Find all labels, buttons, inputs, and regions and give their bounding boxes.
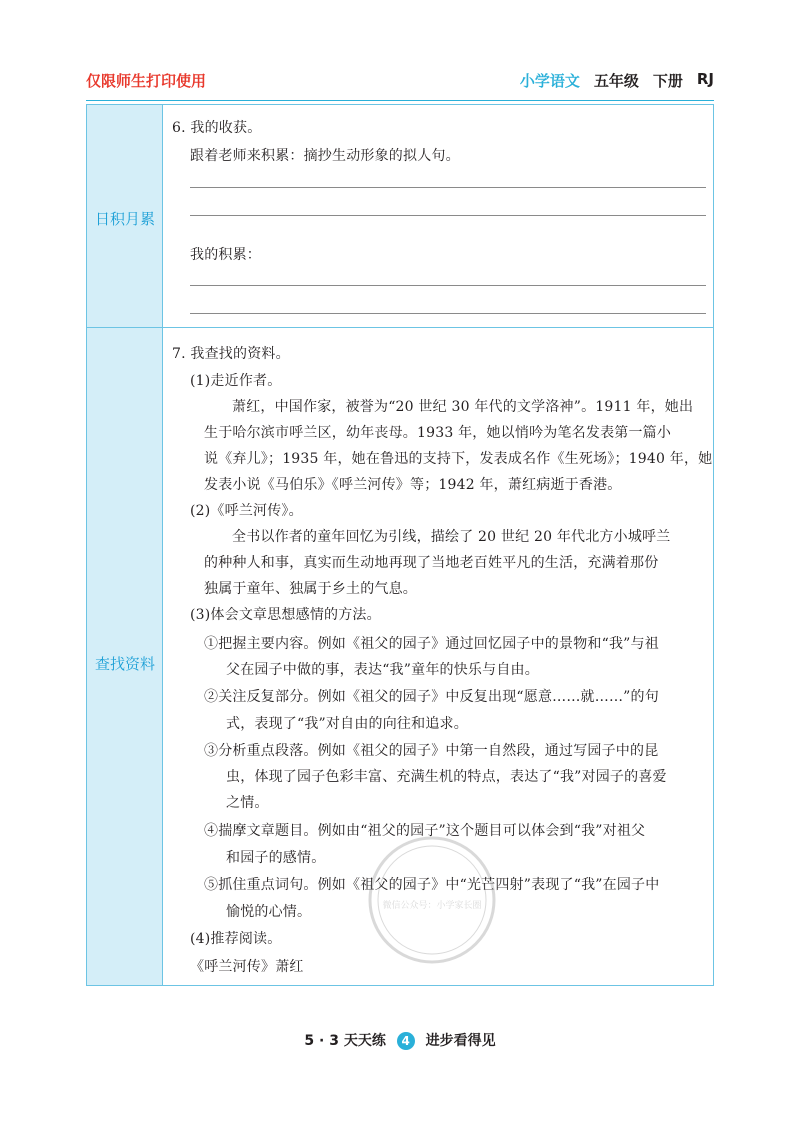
method-line: 父在园子中做的事，表达“我”童年的快乐与自由。 — [226, 662, 539, 678]
paragraph-line: 生于哈尔滨市呼兰区，幼年丧母。1933 年，她以悄吟为笔名发表第一篇小 — [204, 425, 672, 441]
method-line: 式，表现了“我”对自由的向往和追求。 — [226, 716, 468, 732]
section-label-research: 查找资料 — [94, 655, 155, 673]
print-notice: 仅限师生打印使用 — [86, 72, 207, 90]
paragraph-line: 全书以作者的童年回忆为引线，描绘了 20 世纪 20 年代北方小城呼兰 — [232, 529, 671, 545]
method-line: ②关注反复部分。例如《祖父的园子》中反复出现“愿意……就……”的句 — [204, 689, 659, 705]
method-line: 虫，体现了园子色彩丰富、充满生机的特点，表达了“我”对园子的喜爱 — [226, 769, 667, 785]
page-footer — [0, 1030, 800, 1050]
paragraph-line: 的种种人和事，真实而生动地再现了当地老百姓平凡的生活，充满着那份 — [204, 555, 659, 571]
answer-line — [190, 215, 706, 216]
edition-label: RJ — [696, 70, 714, 88]
q7-s3-title: (3)体会文章思想感情的方法。 — [190, 607, 381, 623]
paragraph-line: 萧红，中国作家，被誉为“20 世纪 30 年代的文学洛神”。1911 年，她出 — [232, 399, 694, 415]
answer-line — [190, 187, 706, 188]
section-divider — [87, 327, 713, 328]
footer-brand: 5 · 3 天天练 — [304, 1033, 386, 1049]
q6-mine: 我的积累： — [190, 247, 261, 263]
q6-title: 6. 我的收获。 — [172, 120, 262, 136]
method-line: 愉悦的心情。 — [226, 904, 312, 920]
stamp-text: 微信公众号：小学家长圈 — [382, 901, 482, 911]
section-label-daily: 日积月累 — [94, 210, 155, 228]
q7-title: 7. 我查找的资料。 — [172, 346, 290, 362]
header-meta — [520, 70, 714, 91]
recommended-book: 《呼兰河传》萧红 — [190, 959, 304, 975]
method-line: ③分析重点段落。例如《祖父的园子》中第一自然段，通过写园子中的昆 — [204, 743, 659, 759]
method-line: ④揣摩文章题目。例如由“祖父的园子”这个题目可以体会到“我”对祖父 — [204, 823, 646, 839]
method-line: 之情。 — [226, 795, 269, 811]
subject-label: 小学语文 — [519, 72, 580, 90]
q7-s4-title: (4)推荐阅读。 — [190, 931, 282, 947]
answer-line — [190, 313, 706, 314]
q7-s2-title: (2)《呼兰河传》。 — [190, 503, 303, 519]
answer-line — [190, 285, 706, 286]
paragraph-line: 独属于童年、独属于乡土的气息。 — [204, 581, 417, 597]
paragraph-line: 说《弃儿》；1935 年，她在鲁迅的支持下，发表成名作《生死场》；1940 年，她 — [204, 451, 713, 467]
header-rule — [86, 100, 714, 101]
paragraph-line: 发表小说《马伯乐》《呼兰河传》等；1942 年，萧红病逝于香港。 — [204, 477, 622, 493]
volume-label: 下册 — [652, 72, 683, 90]
footer-slogan: 进步看得见 — [425, 1033, 496, 1049]
section-sidebar — [87, 105, 163, 985]
q6-prompt: 跟着老师来积累：摘抄生动形象的拟人句。 — [190, 148, 460, 164]
q7-s1-title: (1)走近作者。 — [190, 373, 282, 389]
grade-label: 五年级 — [593, 72, 639, 90]
page-number: 4 — [397, 1032, 415, 1050]
method-line: ⑤抓住重点词句。例如《祖父的园子》中“光芒四射”表现了“我”在园子中 — [204, 877, 660, 893]
method-line: 和园子的感情。 — [226, 850, 326, 866]
method-line: ①把握主要内容。例如《祖父的园子》通过回忆园子中的景物和“我”与祖 — [204, 636, 659, 652]
watermark-stamp-icon — [362, 830, 502, 970]
